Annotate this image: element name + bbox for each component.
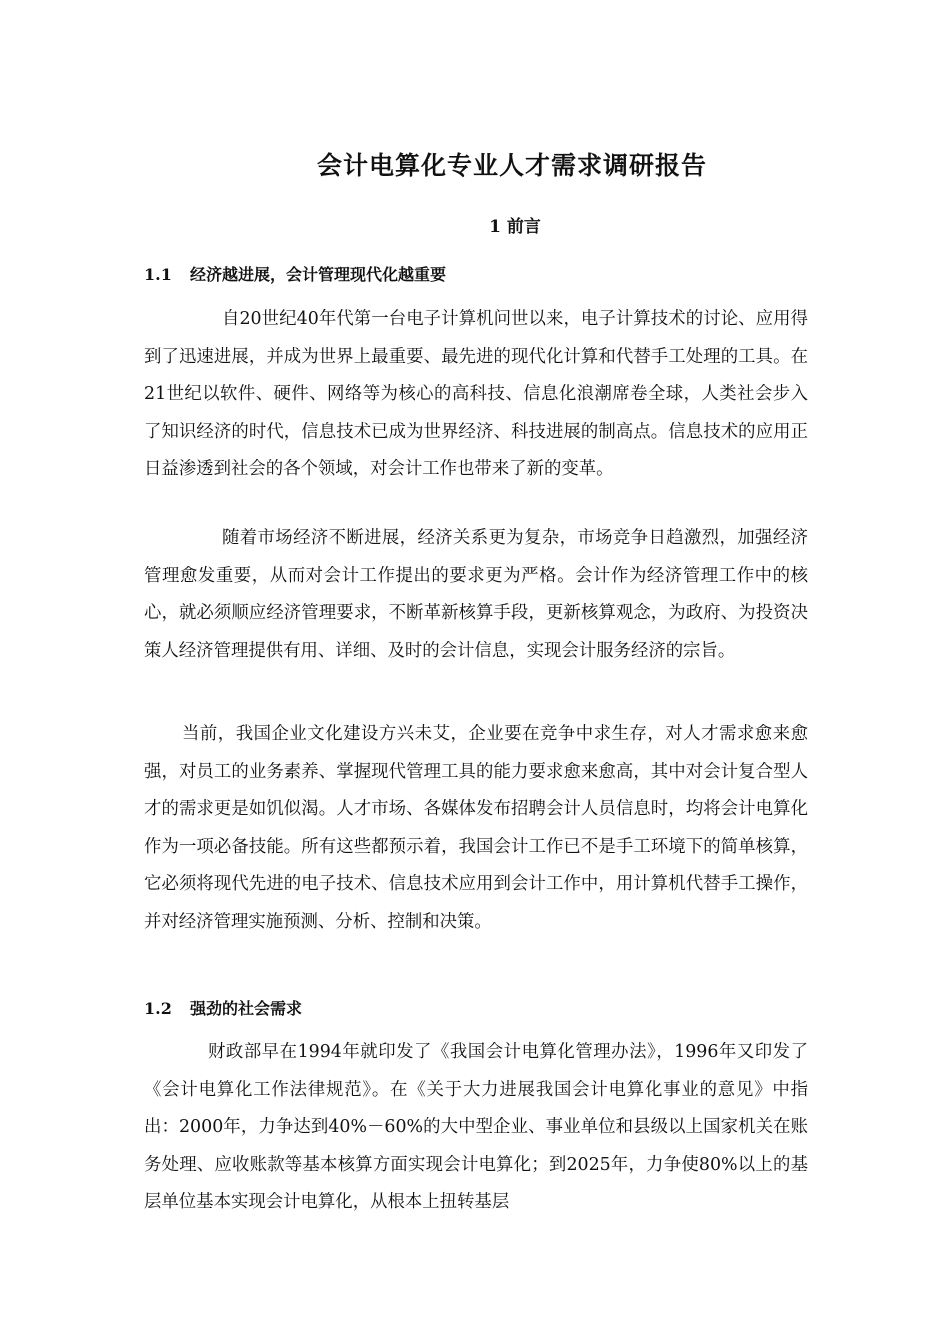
section-title: 前言	[506, 217, 541, 237]
section-number: 1	[489, 217, 501, 237]
paragraph: 随着市场经济不断进展，经济关系更为复杂，市场竞争日趋激烈，加强经济管理愈发重要，从而对会计工作提出的要求更为严格。会计作为经济管理工作中的核心，就必须顺应经济管理要求，不断革新核算手段，更新核算观念，为政府、为投资决策人经济管理提供有用、详细、及时的会计信息，实现会计服务经济的宗旨。	[144, 528, 808, 661]
paragraph: 当前，我国企业文化建设方兴未艾，企业要在竞争中求生存，对人才需求愈来愈强，对员工的业务素养、掌握现代管理工具的能力要求愈来愈高，其中对会计复合型人才的需求更是如饥似渴。人才市场、各媒体发布招聘会计人员信息时，均将会计电算化作为一项必备技能。所有这些都预示着，我国会计工作已不是手工环境下的简单核算，它必须将现代先进的电子技术、信息技术应用到会计工作中，用计算机代替手工操作，并对经济管理实施预测、分析、控制和决策。	[144, 724, 808, 932]
section-heading	[0, 212, 950, 237]
subsection-heading-1-2	[144, 996, 302, 1019]
subsection-number: 1.1	[144, 265, 172, 284]
subsection-title: 强劲的社会需求	[190, 999, 303, 1018]
subsection-number: 1.2	[144, 999, 172, 1018]
document-title: 会计电算化专业人才需求调研报告	[316, 151, 707, 180]
paragraph: 财政部早在1994年就印发了《我国会计电算化管理办法》，1996年又印发了《会计电算化工作法律规范》。在《关于大力进展我国会计电算化事业的意见》中指出：2000年，力争达到40%－60%的大中型企业、事业单位和县级以上国家机关在账务处理、应收账款等基本核算方面实现会计电算化；到2025年，力争使80%以上的基层单位基本实现会计电算化，从根本上扭转基层	[144, 1042, 808, 1213]
subsection-heading-1-1	[144, 262, 446, 285]
subsection-title: 经济越进展，会计管理现代化越重要	[190, 265, 447, 284]
paragraph: 自20世纪40年代第一台电子计算机问世以来，电子计算技术的讨论、应用得到了迅速进展，并成为世界上最重要、最先进的现代化计算和代替手工处理的工具。在21世纪以软件、硬件、网络等为核心的高科技、信息化浪潮席卷全球，人类社会步入了知识经济的时代，信息技术已成为世界经济、科技进展的制高点。信息技术的应用正日益渗透到社会的各个领域，对会计工作也带来了新的变革。	[144, 309, 808, 480]
